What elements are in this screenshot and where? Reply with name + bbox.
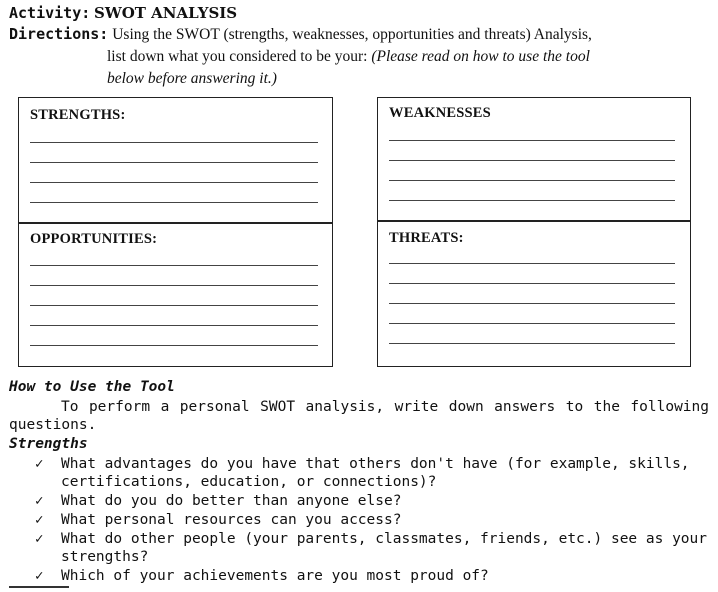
answer-line[interactable] bbox=[30, 182, 318, 183]
directions-label: Directions: bbox=[9, 25, 109, 43]
question-text-cont: certifications, education, or connections)? bbox=[61, 474, 437, 490]
answer-line[interactable] bbox=[30, 305, 318, 306]
strengths-box bbox=[18, 97, 333, 224]
cutoff-text-fragment bbox=[9, 586, 69, 592]
directions-note-a: (Please read on how to use the tool bbox=[371, 48, 590, 65]
check-icon: ✓ bbox=[35, 456, 44, 472]
answer-line[interactable] bbox=[30, 265, 318, 266]
activity-label: Activity: bbox=[9, 4, 91, 22]
list-item bbox=[0, 530, 718, 566]
list-item bbox=[0, 511, 718, 529]
answer-line[interactable] bbox=[30, 285, 318, 286]
list-item bbox=[0, 567, 718, 585]
answer-line[interactable] bbox=[389, 140, 675, 141]
weaknesses-box bbox=[377, 97, 691, 222]
intro-line-2: questions. bbox=[9, 417, 97, 433]
answer-line[interactable] bbox=[30, 325, 318, 326]
strength-questions bbox=[0, 455, 718, 586]
directions bbox=[9, 23, 714, 90]
opportunities-box bbox=[18, 222, 333, 367]
weaknesses-title: WEAKNESSES bbox=[389, 105, 491, 121]
list-item bbox=[0, 492, 718, 510]
answer-line[interactable] bbox=[389, 263, 675, 264]
activity-title: SWOT ANALYSIS bbox=[94, 4, 238, 22]
answer-line[interactable] bbox=[30, 345, 318, 346]
activity-heading bbox=[9, 4, 237, 23]
threats-title: THREATS: bbox=[389, 230, 464, 246]
answer-line[interactable] bbox=[389, 303, 675, 304]
threats-box bbox=[377, 220, 691, 367]
answer-line[interactable] bbox=[389, 283, 675, 284]
question-text: What personal resources can you access? bbox=[61, 512, 402, 528]
answer-line[interactable] bbox=[389, 180, 675, 181]
answer-line[interactable] bbox=[389, 160, 675, 161]
check-icon: ✓ bbox=[35, 531, 44, 547]
intro-line-1: To perform a personal SWOT analysis, write down answers to the following bbox=[61, 399, 709, 415]
question-text-cont: strengths? bbox=[61, 549, 149, 565]
how-to-heading: How to Use the Tool bbox=[9, 379, 175, 395]
check-icon: ✓ bbox=[35, 493, 44, 509]
answer-line[interactable] bbox=[389, 200, 675, 201]
directions-text-2: list down what you considered to be your: bbox=[107, 48, 368, 65]
check-icon: ✓ bbox=[35, 512, 44, 528]
answer-line[interactable] bbox=[389, 323, 675, 324]
question-text: What advantages do you have that others don't have (for example, skills, bbox=[61, 456, 690, 472]
strengths-heading: Strengths bbox=[9, 436, 88, 452]
opportunities-title: OPPORTUNITIES: bbox=[30, 231, 158, 247]
answer-line[interactable] bbox=[30, 142, 318, 143]
question-text: What do you do better than anyone else? bbox=[61, 493, 402, 509]
directions-note-b: below before answering it.) bbox=[107, 70, 277, 87]
answer-line[interactable] bbox=[30, 202, 318, 203]
intro-paragraph bbox=[9, 398, 709, 434]
check-icon: ✓ bbox=[35, 568, 44, 584]
answer-line[interactable] bbox=[389, 343, 675, 344]
question-text: Which of your achievements are you most proud of? bbox=[61, 568, 489, 584]
directions-text-1: Using the SWOT (strengths, weaknesses, opportunities and threats) Analysis, bbox=[112, 26, 592, 43]
question-text: What do other people (your parents, classmates, friends, etc.) see as your bbox=[61, 531, 708, 547]
answer-line[interactable] bbox=[30, 162, 318, 163]
list-item bbox=[0, 455, 718, 491]
strengths-title: STRENGTHS: bbox=[30, 107, 126, 123]
